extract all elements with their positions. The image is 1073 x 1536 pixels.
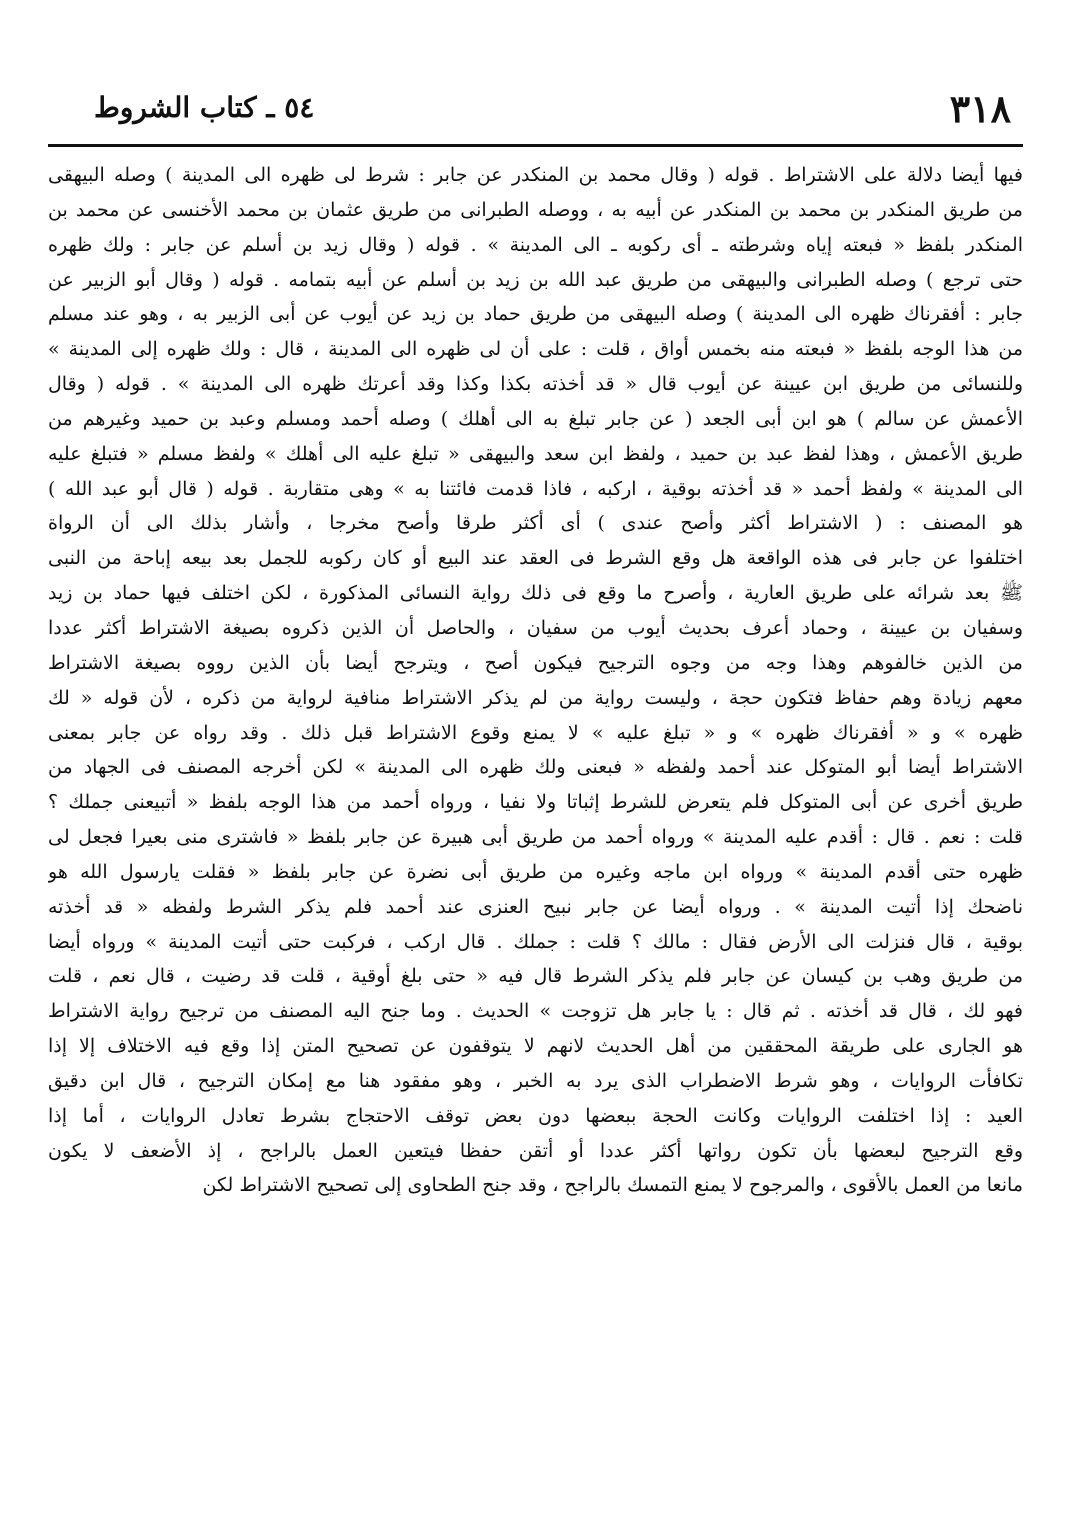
text-line: وقع الترجيح لبعضها بأن تكون رواتها أكثر عددا أو أتقن حفظا فيتعين العمل بالراجح ، إذ الأضعف لا يكون xyxy=(48,1139,1023,1162)
text-line: وسفيان بن عيينة ، وحماد أعرف بحديث أيوب من سفيان ، والحاصل أن الذين ذكروه بصيغة الاشتراط أكثر عددا xyxy=(48,616,1023,639)
text-line: مانعا من العمل بالأقوى ، والمرجوح لا يمنع التمسك بالراجح ، وقد جنح الطحاوى إلى تصحيح الاشتراط لكن xyxy=(202,1174,1023,1197)
text-line: بوقية ، قال فنزلت الى الأرض فقال : مالك ؟ قلت : جملك . قال اركب ، فركبت حتى أتيت المدينة » ورواه أيضا xyxy=(48,930,1023,953)
text-line: فيها أيضا دلالة على الاشتراط . قوله ( وقال محمد بن المنكدر عن جابر : شرط لى ظهره الى المدينة ) وصله البيهقى xyxy=(48,164,1023,186)
text-line: جابر : أفقرناك ظهره الى المدينة ) وصله البيهقى من طريق حماد بن زيد عن أيوب عن أبى الزبير به ، وهو عند مسلم xyxy=(48,303,1023,326)
text-line: تكافأت الروايات ، وهو شرط الاضطراب الذى يرد به الخبر ، وهو مفقود هنا مع إمكان الترجيح ، قال ابن دقيق xyxy=(48,1069,1023,1092)
text-line: طريق أخرى عن أبى المتوكل فلم يتعرض للشرط إثباتا ولا نفيا ، ورواه أحمد من هذا الوجه بلفظ « أتبيعنى جملك ؟ xyxy=(48,791,1023,814)
text-line: من طريق المنكدر بن محمد بن المنكدر عن أبيه به ، ووصله الطبرانى من طريق عثمان بن محمد الأخنسى عن محمد بن xyxy=(48,198,1023,221)
text-line: من الذين خالفوهم وهذا وجه من وجوه الترجيح فيكون أصح ، ويترجح أيضا بأن الذين رووه بصيغة الاشتراط xyxy=(48,651,1023,674)
body-text xyxy=(48,158,1023,1203)
chapter-running-head: ٥٤ ـ كتاب الشروط xyxy=(94,91,315,124)
text-line: فهو لك ، قال قد أخذته . ثم قال : يا جابر هل تزوجت » الحديث . وما جنح اليه المصنف من ترجيح رواية الاشتراط xyxy=(48,1000,1023,1023)
page-header xyxy=(48,86,1023,147)
text-line: قلت : نعم . قال : أقدم عليه المدينة » ورواه أحمد من طريق أبى هبيرة عن جابر بلفظ « فاشترى منى بعيرا فجعل لى xyxy=(48,826,1023,849)
text-line: من هذا الوجه بلفظ « فبعته منه بخمس أواق ، قلت : على أن لى ظهره الى المدينة ، قال : ولك ظهره إلى المدينة » xyxy=(48,338,1023,361)
text-line: اختلفوا عن جابر فى هذه الواقعة هل وقع الشرط فى العقد عند البيع أو كان ركوبه للجمل بعد بيعه إباحة من النبى xyxy=(48,547,1023,570)
text-line: ظهره حتى أقدم المدينة » ورواه ابن ماجه وغيره من طريق أبى نضرة عن جابر بلفظ « فقلت يارسول الله هو xyxy=(48,860,1023,883)
text-line: ﷺ بعد شرائه على طريق العارية ، وأصرح ما وقع فى ذلك رواية النسائى المذكورة ، لكن اختلف فيها حماد بن زيد xyxy=(48,582,1023,605)
text-line: الأعمش عن سالم ) هو ابن أبى الجعد ( عن جابر تبلغ به الى أهلك ) وصله أحمد ومسلم وعبد بن حميد وغيرهم من xyxy=(48,407,1023,430)
text-line: ظهره » و « أفقرناك ظهره » و « تبلغ عليه » لا يمنع وقوع الاشتراط قبل ذلك . وقد رواه عن جابر بمعنى xyxy=(48,721,1023,744)
page-number: ٣١٨ xyxy=(949,86,1011,131)
text-line: هو الجارى على طريقة المحققين من أهل الحديث لانهم لا يتوقفون عن تصحيح المتن إذا وقع فيه الاختلاف إلا إذا xyxy=(48,1035,1023,1058)
text-line: المنكدر بلفظ « فبعته إياه وشرطته ـ أى ركوبه ـ الى المدينة » . قوله ( وقال زيد بن أسلم عن جابر : ولك ظهره xyxy=(48,233,1023,256)
text-line: ناضحك إذا أتيت المدينة » . ورواه أيضا عن جابر نبيح العنزى عند أحمد فلم يذكر الشرط ولفظه « قد أخذته xyxy=(48,895,1023,918)
text-line: من طريق وهب بن كيسان عن جابر فلم يذكر الشرط قال فيه « حتى بلغ أوقية ، قلت قد رضيت ، قال نعم ، قلت xyxy=(48,965,1023,988)
text-line: العيد : إذا اختلفت الروايات وكانت الحجة ببعضها دون بعض توقف الاحتجاج بشرط تعادل الروايات ، أما إذا xyxy=(48,1104,1023,1127)
text-line: حتى ترجع ) وصله الطبرانى والبيهقى من طريق عبد الله بن زيد بن أسلم عن أبيه بتمامه . قوله ( وقال أبو الزبير عن xyxy=(48,268,1023,291)
text-line: طريق الأعمش ، وهذا لفظ عبد بن حميد ، ولفظ ابن سعد والبيهقى « تبلغ عليه الى أهلك » ولفظ مسلم « فتبلغ عليه xyxy=(48,442,1023,465)
text-line: الاشتراط أيضا أبو المتوكل عند أحمد ولفظه « فبعنى ولك ظهره الى المدينة » لكن أخرجه المصنف فى الجهاد من xyxy=(48,756,1023,779)
text-line: الى المدينة » ولفظ أحمد « قد أخذته بوقية ، اركبه ، فاذا قدمت فائتنا به » وهى متقاربة . قوله ( قال أبو عبد الله ) xyxy=(48,477,1023,500)
text-line: معهم زيادة وهم حفاظ فتكون حجة ، وليست رواية من لم يذكر الاشتراط منافية لرواية من ذكره ، لأن قوله « لك xyxy=(48,686,1023,709)
text-line: وللنسائى من طريق ابن عيينة عن أيوب قال « قد أخذته بكذا وكذا وقد أعرتك ظهره الى المدينة » . قوله ( وقال xyxy=(48,373,1023,396)
text-line: هو المصنف : ( الاشتراط أكثر وأصح عندى ) أى أكثر طرقا وأصح مخرجا ، وأشار بذلك الى أن الرواة xyxy=(48,512,1023,535)
